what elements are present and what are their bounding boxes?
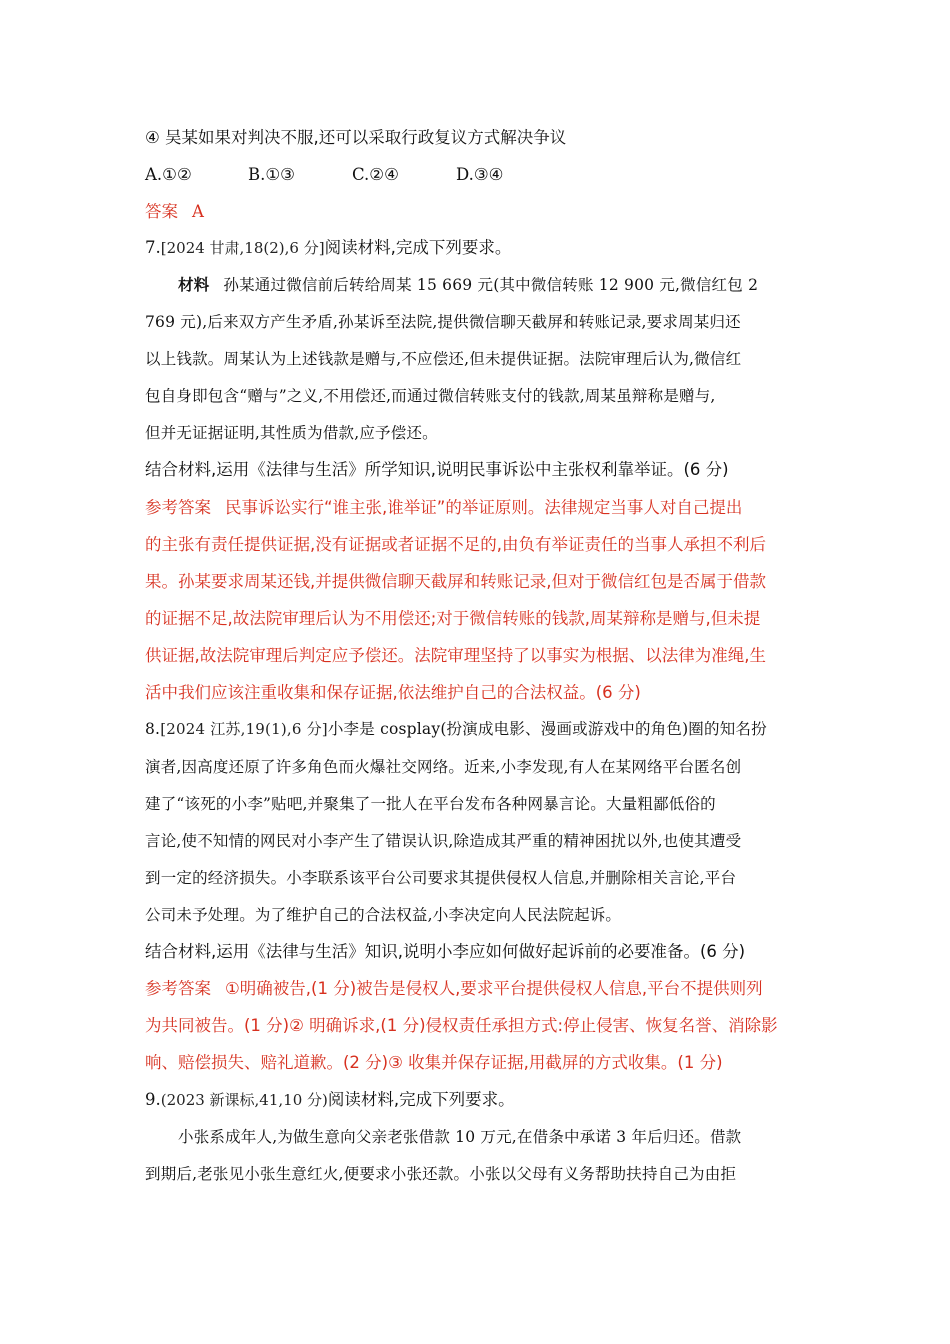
q8-number: 8. — [145, 720, 161, 738]
q6-option-d: D.③④ — [456, 165, 504, 184]
q7-answer-line-4: 的证据不足,故法院审理后认为不用偿还;对于微信转账的钱款,周某辩称是赠与,但未提 — [145, 609, 761, 628]
q7-instruction: 阅读材料,完成下列要求。 — [324, 238, 512, 257]
q8-answer-line-1 — [145, 977, 805, 1001]
q6-option-a: A.①② — [145, 165, 192, 184]
q7-answer-text-1: 民事诉讼实行“谁主张,谁举证”的举证原则。法律规定当事人对自己提出 — [225, 498, 743, 517]
q9-number: 9. — [145, 1090, 161, 1109]
q7-material-line-3: 以上钱款。周某认为上述钱款是赠与,不应偿还,但未提供证据。法院审理后认为,微信红 — [145, 350, 742, 368]
q8-material-text-1: 小李是 cosplay(扮演成电影、漫画或游戏中的角色)圈的知名扮 — [327, 720, 767, 738]
q6-option-b: B.①③ — [248, 165, 295, 184]
q7-material-text-1: 孙某通过微信前后转给周某 15 669 元(其中微信转账 12 900 元,微信红包 2 — [223, 276, 759, 294]
q7-material-line-2: 769 元),后来双方产生矛盾,孙某诉至法院,提供微信聊天截屏和转账记录,要求周某归还 — [145, 313, 741, 331]
q7-material-label: 材料 — [178, 275, 210, 294]
q8-material-line-2: 演者,因高度还原了许多角色而火爆社交网络。近来,小李发现,有人在某网络平台匿名创 — [145, 758, 742, 776]
q7-material-line-5: 但并无证据证明,其性质为借款,应予偿还。 — [145, 424, 438, 442]
q7-answer-line-6: 活中我们应该注重收集和保存证据,依法维护自己的合法权益。(6 分) — [145, 683, 641, 702]
q7-answer-line-3: 果。孙某要求周某还钱,并提供微信聊天截屏和转账记录,但对于微信红包是否属于借款 — [145, 572, 766, 591]
q8-material-line-3: 建了“该死的小李”贴吧,并聚集了一批人在平台发布各种网暴言论。大量粗鄙低俗的 — [145, 795, 716, 813]
q6-answer — [145, 200, 805, 224]
q7-material-line-1 — [178, 273, 805, 297]
q6-statement-4: ④ 吴某如果对判决不服,还可以采取行政复议方式解决争议 — [145, 128, 567, 147]
q8-answer-label: 参考答案 — [145, 979, 211, 998]
q6-answer-label: 答案 — [145, 202, 178, 221]
q6-answer-value: A — [192, 202, 204, 221]
q7-answer-line-1 — [145, 496, 805, 520]
q8-question: 结合材料,运用《法律与生活》知识,说明小李应如何做好起诉前的必要准备。(6 分) — [145, 942, 746, 961]
q8-answer-text-1: ①明确被告,(1 分)被告是侵权人,要求平台提供侵权人信息,平台不提供则列 — [225, 979, 763, 998]
q9-material-line-1: 小张系成年人,为做生意向父亲老张借款 10 万元,在借条中承诺 3 年后归还。借款 — [178, 1128, 742, 1146]
q9-instruction: 阅读材料,完成下列要求。 — [327, 1090, 515, 1109]
q8-material-line-6: 公司未予处理。为了维护自己的合法权益,小李决定向人民法院起诉。 — [145, 906, 622, 924]
q7-answer-label: 参考答案 — [145, 498, 211, 517]
q7-header — [145, 236, 805, 260]
q8-header — [145, 717, 805, 741]
q7-material-line-4: 包自身即包含“赠与”之义,不用偿还,而通过微信转账支付的钱款,周某虽辩称是赠与, — [145, 387, 716, 405]
q8-source: [2024 江苏,19(1),6 分] — [160, 720, 328, 738]
q7-number: 7. — [145, 238, 161, 257]
q7-answer-line-5: 供证据,故法院审理后判定应予偿还。法院审理坚持了以事实为根据、以法律为准绳,生 — [145, 646, 766, 665]
q7-answer-line-2: 的主张有责任提供证据,没有证据或者证据不足的,由负有举证责任的当事人承担不利后 — [145, 535, 766, 554]
q8-material-line-5: 到一定的经济损失。小李联系该平台公司要求其提供侵权人信息,并删除相关言论,平台 — [145, 869, 737, 887]
q6-option-c: C.②④ — [352, 165, 399, 184]
q8-answer-line-2: 为共同被告。(1 分)② 明确诉求,(1 分)侵权责任承担方式:停止侵害、恢复名誉、消除影 — [145, 1016, 778, 1035]
q7-source: [2024 甘肃,18(2),6 分] — [160, 239, 325, 257]
q9-source: (2023 新课标,41,10 分) — [160, 1091, 328, 1109]
q8-answer-line-3: 响、赔偿损失、赔礼道歉。(2 分)③ 收集并保存证据,用截屏的方式收集。(1 分) — [145, 1053, 723, 1072]
q9-material-line-2: 到期后,老张见小张生意红火,便要求小张还款。小张以父母有义务帮助扶持自己为由拒 — [145, 1165, 737, 1183]
q8-material-line-4: 言论,使不知情的网民对小李产生了错误认识,除造成其严重的精神困扰以外,也使其遭受 — [145, 832, 742, 850]
q7-question: 结合材料,运用《法律与生活》所学知识,说明民事诉讼中主张权利靠举证。(6 分) — [145, 460, 729, 479]
q9-header — [145, 1088, 805, 1112]
